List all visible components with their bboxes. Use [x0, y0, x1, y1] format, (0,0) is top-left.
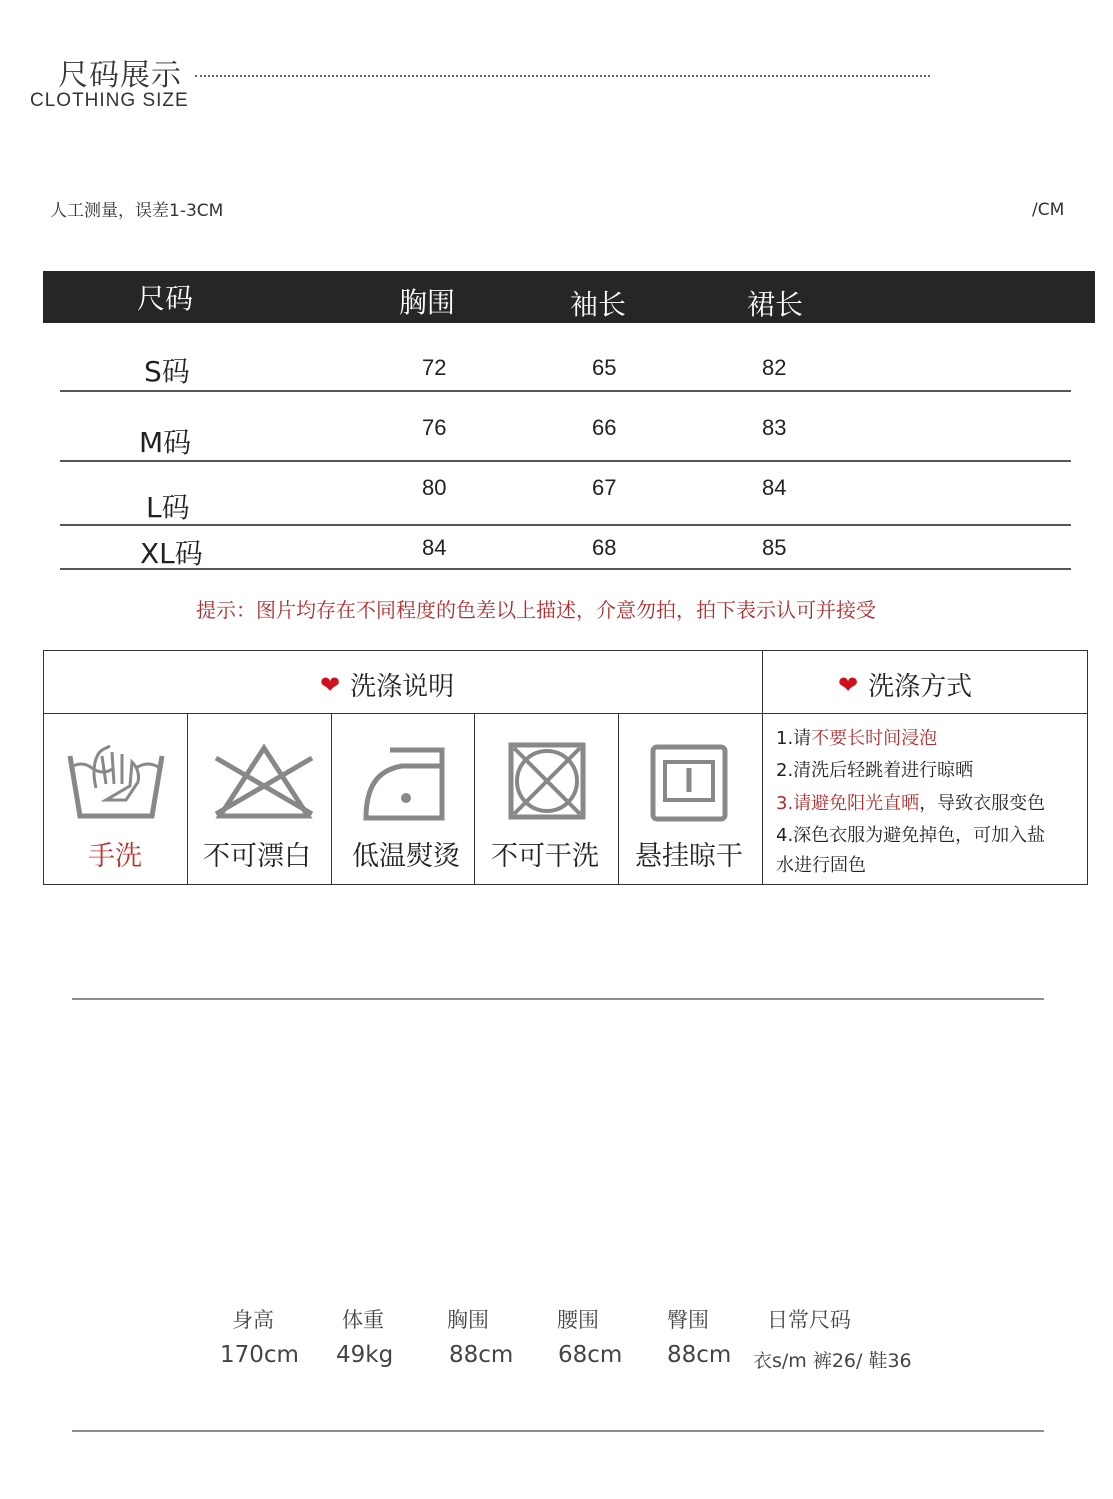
page-title: 尺码展示: [58, 58, 182, 93]
table-cell: 83: [762, 415, 787, 440]
care-divider: [762, 650, 763, 885]
size-label-xl: XL码: [140, 537, 203, 570]
model-value-daily-size: 衣s/m 裤26/ 鞋36: [753, 1350, 912, 1372]
section-divider: [72, 1430, 1044, 1432]
table-cell: 84: [762, 475, 787, 500]
care-method-item: 1.请不要长时间浸泡: [776, 728, 938, 749]
model-label-hip: 臀围: [667, 1308, 709, 1332]
header-bust: 胸围: [399, 286, 456, 319]
size-table-header: [43, 271, 1095, 323]
measurement-note: 人工测量，误差1-3CM: [50, 201, 224, 221]
model-value-bust: 88cm: [449, 1342, 514, 1368]
table-cell: 66: [592, 415, 617, 440]
no-dry-clean-icon: [508, 742, 586, 820]
care-label: 不可干洗: [491, 841, 599, 872]
size-label-s: S码: [144, 355, 190, 388]
page-subtitle: CLOTHING SIZE: [30, 90, 189, 111]
model-label-height: 身高: [232, 1308, 274, 1332]
hang-dry-icon: [650, 744, 728, 822]
care-label: 悬挂晾干: [635, 841, 743, 872]
care-label: 不可漂白: [203, 841, 311, 872]
table-cell: 67: [592, 475, 617, 500]
row-divider: [60, 524, 1071, 526]
heart-icon: ❤: [838, 670, 859, 699]
table-cell: 72: [422, 355, 447, 380]
table-cell: 85: [762, 535, 787, 560]
care-methods-label: 洗涤方式: [868, 672, 973, 702]
heart-icon: ❤: [320, 670, 341, 699]
model-label-bust: 胸围: [447, 1308, 489, 1332]
hand-wash-icon: [66, 738, 166, 824]
low-iron-icon: [362, 746, 448, 822]
row-divider: [60, 568, 1071, 570]
section-divider: [72, 998, 1044, 1000]
model-value-height: 170cm: [220, 1342, 299, 1368]
header-size: 尺码: [137, 282, 194, 315]
size-label-l: L码: [146, 491, 190, 524]
model-value-hip: 88cm: [667, 1342, 732, 1368]
care-divider: [331, 713, 332, 885]
care-divider: [43, 713, 1088, 714]
table-cell: 76: [422, 415, 447, 440]
care-method-item: 3.请避免阳光直晒，导致衣服变色: [776, 793, 1046, 814]
table-cell: 68: [592, 535, 617, 560]
care-divider: [187, 713, 188, 885]
care-instructions-title: [320, 666, 454, 703]
care-divider: [618, 713, 619, 885]
model-value-weight: 49kg: [336, 1342, 394, 1368]
care-label: 手洗: [88, 841, 142, 872]
header-sleeve: 袖长: [570, 288, 627, 321]
size-label-m: M码: [139, 426, 192, 459]
header-skirt-length: 裙长: [747, 288, 804, 321]
model-label-waist: 腰围: [557, 1308, 599, 1332]
care-method-item: 水进行固色: [776, 855, 866, 876]
care-divider: [474, 713, 475, 885]
model-value-waist: 68cm: [558, 1342, 623, 1368]
care-label: 低温熨烫: [352, 841, 460, 872]
row-divider: [60, 390, 1071, 392]
care-method-item: 4.深色衣服为避免掉色，可加入盐: [776, 825, 1046, 846]
unit-label: /CM: [1032, 200, 1065, 220]
table-cell: 80: [422, 475, 447, 500]
row-divider: [60, 460, 1071, 462]
model-label-daily-size: 日常尺码: [767, 1308, 851, 1332]
no-bleach-icon: [212, 744, 316, 820]
dotted-divider: [195, 75, 930, 77]
table-cell: 82: [762, 355, 787, 380]
table-cell: 65: [592, 355, 617, 380]
model-label-weight: 体重: [342, 1308, 384, 1332]
care-instructions-label: 洗涤说明: [350, 672, 455, 702]
care-methods-title: [838, 666, 972, 703]
care-method-item: 2.清洗后轻跳着进行晾晒: [776, 760, 974, 781]
color-difference-tip: 提示：图片均存在不同程度的色差以上描述，介意勿拍，拍下表示认可并接受: [196, 598, 876, 622]
table-cell: 84: [422, 535, 447, 560]
